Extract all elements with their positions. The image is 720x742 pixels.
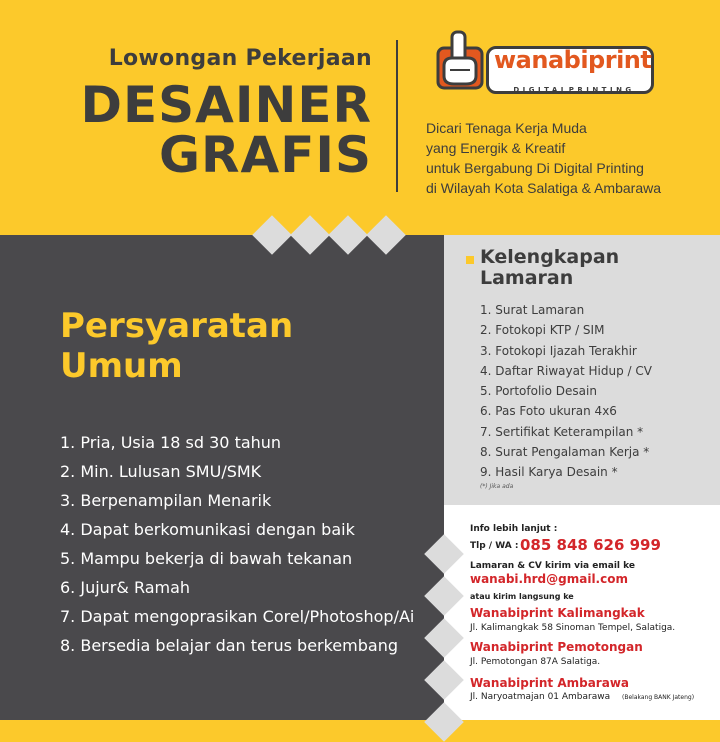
- branch-address: Jl. Pemotongan 87A Salatiga.: [470, 657, 601, 667]
- phone-number[interactable]: 085 848 626 999: [520, 536, 661, 554]
- job-title: [0, 76, 372, 184]
- list-item: 8. Bersedia belajar dan terus berkembang: [60, 636, 398, 655]
- list-item: 9. Hasil Karya Desain *: [480, 465, 618, 480]
- list-item: 5. Mampu bekerja di bawah tekanan: [60, 549, 353, 568]
- list-item: 2. Fotokopi KTP / SIM: [480, 323, 605, 338]
- square-bullet-icon: [466, 256, 474, 264]
- documents-title-line1: Kelengkapan: [480, 246, 620, 268]
- list-item: 4. Daftar Riwayat Hidup / CV: [480, 363, 652, 378]
- list-item: 4. Dapat berkomunikasi dengan baik: [60, 520, 355, 539]
- list-item: 8. Surat Pengalaman Kerja *: [480, 445, 650, 460]
- email-address[interactable]: wanabi.hrd@gmail.com: [470, 572, 628, 586]
- header-divider: [396, 40, 398, 192]
- tagline-line: di Wilayah Kota Salatiga & Ambarawa: [426, 180, 662, 196]
- branch-name: Wanabiprint Pemotongan: [470, 640, 643, 654]
- list-item: 7. Sertifikat Keterampilan *: [480, 424, 644, 439]
- job-subtitle: Lowongan Pekerjaan: [108, 46, 372, 71]
- general-requirements-title: [60, 306, 293, 386]
- list-item: 2. Min. Lulusan SMU/SMK: [60, 462, 262, 481]
- list-item: 3. Berpenampilan Menarik: [60, 491, 272, 510]
- list-item: 6. Pas Foto ukuran 4x6: [480, 404, 617, 419]
- logo-wordmark: wanabiprint: [494, 46, 652, 74]
- tagline: [426, 118, 716, 198]
- tagline-line: untuk Bergabung Di Digital Printing: [426, 160, 644, 176]
- general-requirements-title-line2: Umum: [60, 346, 183, 386]
- logo-subtitle: DIGITALPRINTING: [513, 86, 635, 94]
- tagline-line: yang Energik & Kreatif: [426, 140, 566, 156]
- list-item: 3. Fotokopi Ijazah Terakhir: [480, 343, 637, 358]
- list-item: 6. Jujur& Ramah: [60, 578, 191, 597]
- documents-list: [480, 300, 652, 483]
- info-label: Info lebih lanjut :: [470, 524, 558, 534]
- hand-pointing-finger-icon: [436, 30, 486, 90]
- list-item: 5. Portofolio Desain: [480, 384, 597, 399]
- direct-label: atau kirim langsung ke: [470, 592, 574, 601]
- list-item: 7. Dapat mengoprasikan Corel/Photoshop/Ai: [60, 607, 415, 626]
- documents-title-line2: Lamaran: [480, 267, 574, 289]
- general-requirements-list: [60, 428, 414, 660]
- branch-address: Jl. Naryoatmajan 01 Ambarawa: [470, 692, 611, 702]
- job-title-line1: DESAINER: [80, 76, 372, 134]
- documents-title: [480, 247, 619, 289]
- tlp-label: Tlp / WA :: [470, 541, 519, 551]
- branch-name: Wanabiprint Kalimangkak: [470, 606, 645, 620]
- tagline-line: Dicari Tenaga Kerja Muda: [426, 120, 587, 136]
- documents-note: (*) Jika ada: [480, 483, 514, 490]
- branch-address-note: (Belakang BANK Jateng): [622, 694, 695, 701]
- general-requirements-title-line1: Persyaratan: [60, 306, 294, 346]
- branch-address: Jl. Kalimangkak 58 Sinoman Tempel, Salatiga.: [470, 623, 676, 633]
- list-item: 1. Pria, Usia 18 sd 30 tahun: [60, 433, 282, 452]
- job-title-line2: GRAFIS: [158, 126, 372, 184]
- list-item: 1. Surat Lamaran: [480, 303, 585, 317]
- email-label: Lamaran & CV kirim via email ke: [470, 561, 635, 571]
- branch-name: Wanabiprint Ambarawa: [470, 676, 630, 690]
